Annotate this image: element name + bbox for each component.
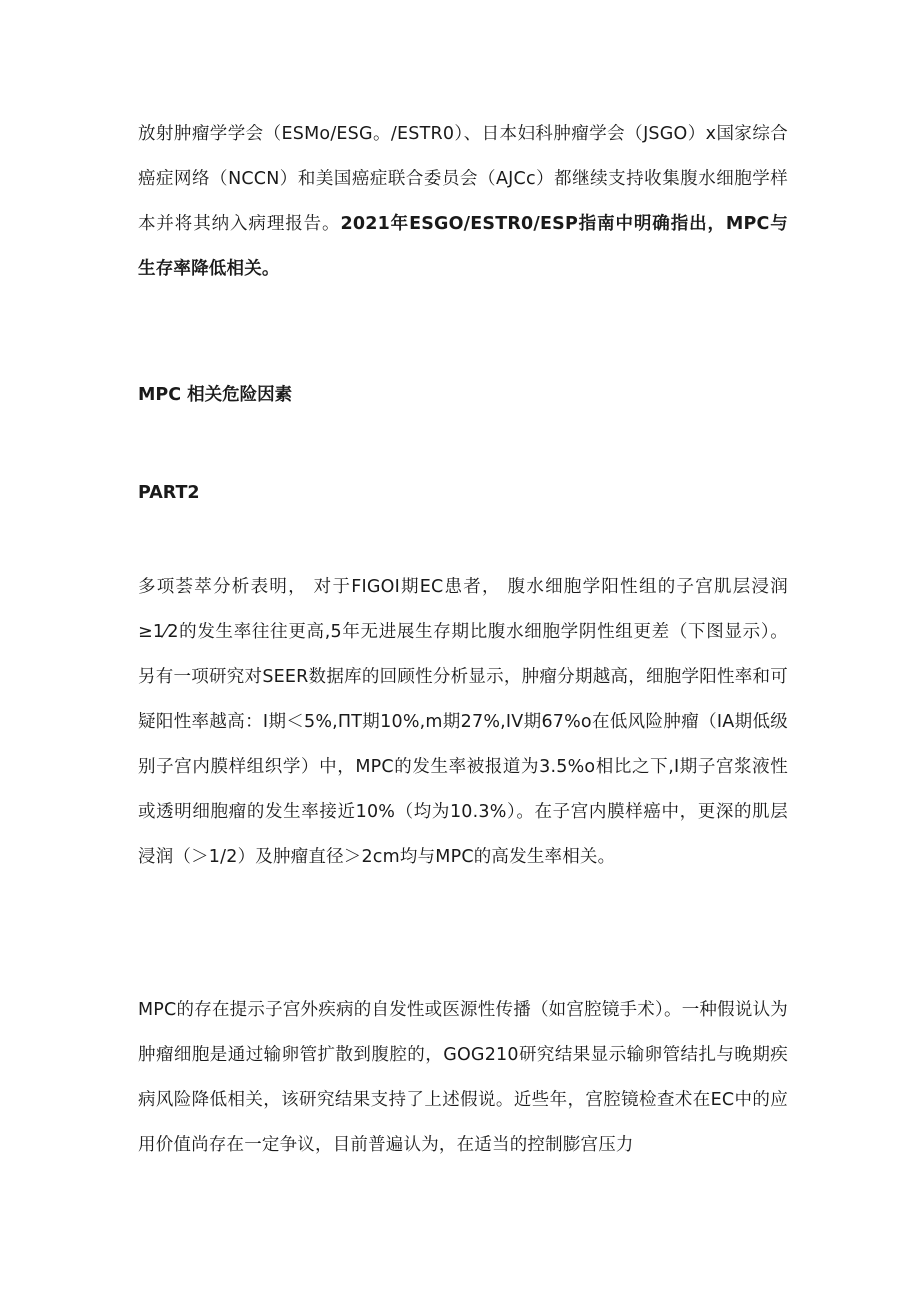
paragraph-societies [138, 112, 788, 292]
section-heading-risk-factors: MPC 相关危险因素 [138, 385, 293, 405]
paragraph-guideline-bold: 2021年ESGO/ESTR0/ESP指南中明确指出，MPC与生存率降低相关。 [138, 214, 789, 279]
paragraph-meta-analysis: 多项荟萃分析表明， 对于FIGOI期EC患者， 腹水细胞学阳性组的子宫肌层浸润≥1⁄2的发生率往往更高,5年无进展生存期比腹水细胞学阴性组更差（下图显示）。另有一项研究对SEER数据库的回顾性分析显示，肿瘤分期越高，细胞学阳性率和可疑阳性率越高：I期＜5%,ΠΤ期10%,m期27%,IV期67%o在低风险肿瘤（IA期低级别子宫内膜样组织学）中，MPC的发生率被报道为3.5%o相比之下,I期子宫浆液性或透明细胞瘤的发生率接近10%（均为10.3%）。在子宫内膜样癌中，更深的肌层浸润（＞1/2）及肿瘤直径＞2cm均与MPC的高发生率相关。 [138, 577, 788, 867]
paragraph-mpc-spread: MPC的存在提示子宫外疾病的自发性或医源性传播（如宫腔镜手术）。一种假说认为肿瘤细胞是通过输卵管扩散到腹腔的，GOG210研究结果显示输卵管结扎与晚期疾病风险降低相关，该研究结果支持了上述假说。近些年，宫腔镜检查术在EC中的应用价值尚存在一定争议，目前普遍认为，在适当的控制膨宫压力 [138, 1000, 788, 1155]
paragraph-societies-text: 放射肿瘤学学会（ESMo/ESG。/ESTR0）、日本妇科肿瘤学会（JSGO）x国家综合癌症网络（NCCN）和美国癌症联合委员会（AJCc）都继续支持收集腹水细胞学样本并将其纳入病理报告。 [138, 124, 788, 234]
section-heading-part2: PART2 [138, 483, 200, 503]
